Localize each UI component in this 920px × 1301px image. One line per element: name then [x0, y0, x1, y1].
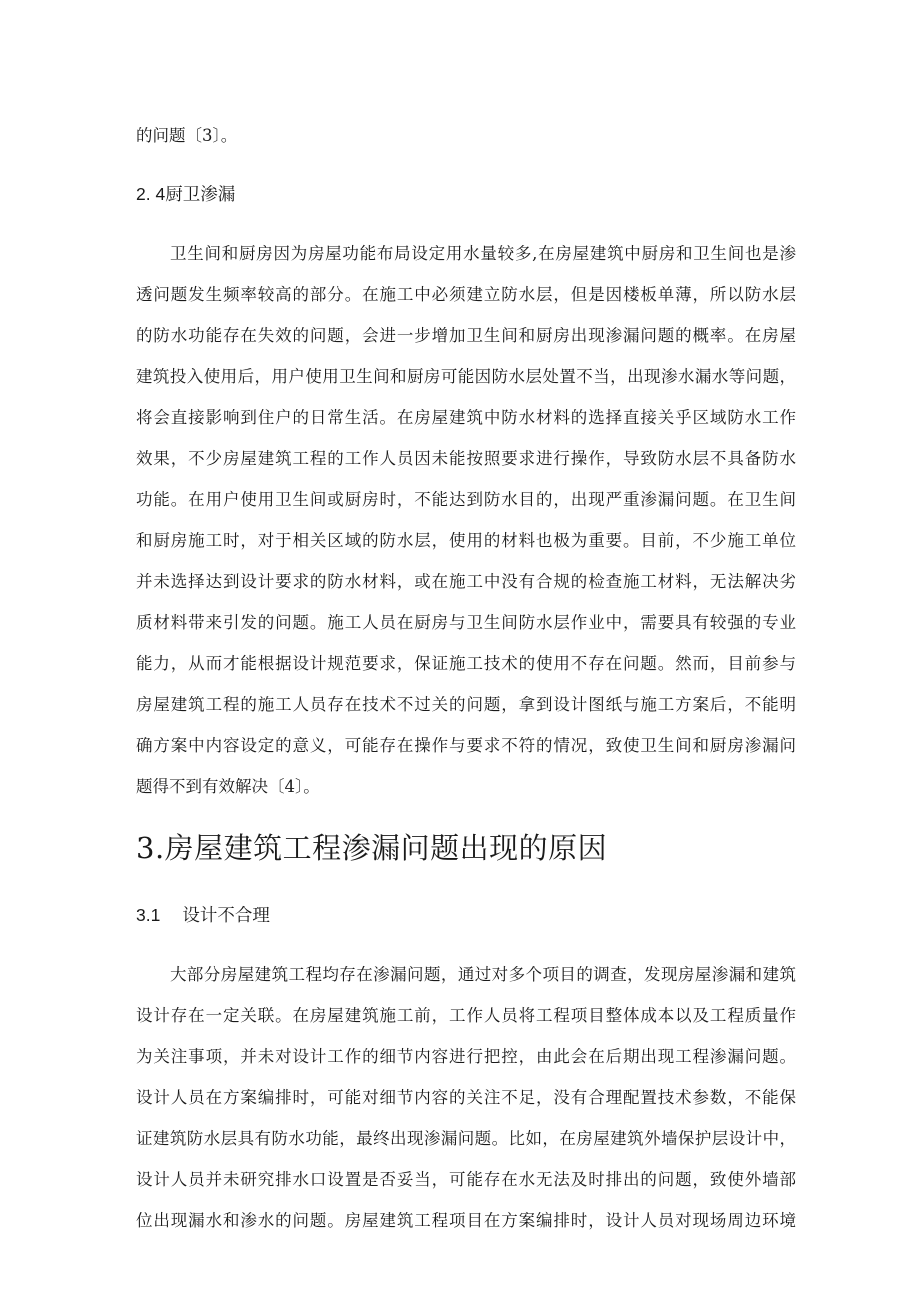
paragraph-line: 功能。在用户使用卫生间或厨房时，不能达到防水目的，出现严重渗漏问题。在卫生间 [136, 490, 796, 509]
paragraph-line: 并未选择达到设计要求的防水材料，或在施工中没有合规的检查施工材料，无法解决劣 [136, 572, 796, 591]
paragraph-line: 房屋建筑工程的施工人员存在技术不过关的问题，拿到设计图纸与施工方案后，不能明 [136, 695, 796, 714]
paragraph-line: 和厨房施工时，对于相关区域的防水层，使用的材料也极为重要。目前，不少施工单位 [136, 531, 796, 550]
section-number: 3.1 [136, 905, 161, 925]
paragraph-line: 证建筑防水层具有防水功能，最终出现渗漏问题。比如，在房屋建筑外墙保护层设计中， [136, 1129, 796, 1148]
paragraph-line: 质材料带来引发的问题。施工人员在厨房与卫生间防水层作业中，需要具有较强的专业 [136, 613, 796, 632]
section-title: 设计不合理 [182, 906, 270, 926]
paragraph-line: 大部分房屋建筑工程均存在渗漏问题，通过对多个项目的调查，发现房屋渗漏和建筑 [170, 965, 796, 984]
section-heading-3-1 [136, 904, 270, 927]
paragraph-line: 效果，不少房屋建筑工程的工作人员因未能按照要求进行操作，导致防水层不具备防水 [136, 449, 796, 468]
paragraph-line: 设计人员在方案编排时，可能对细节内容的关注不足，没有合理配置技术参数，不能保 [136, 1088, 796, 1107]
paragraph-line: 为关注事项，并未对设计工作的细节内容进行把控，由此会在后期出现工程渗漏问题。 [136, 1047, 796, 1066]
section-heading-2-4 [136, 183, 235, 206]
paragraph-line: 题得不到有效解决〔4〕。 [136, 777, 320, 796]
paragraph-line: 透问题发生频率较高的部分。在施工中必须建立防水层，但是因楼板单薄，所以防水层 [136, 285, 796, 304]
paragraph-line: 能力，从而才能根据设计规范要求，保证施工技术的使用不存在问题。然而，目前参与 [136, 654, 796, 673]
paragraph-line: 的防水功能存在失效的问题，会进一步增加卫生间和厨房出现渗漏问题的概率。在房屋 [136, 326, 796, 345]
paragraph-line: 设计存在一定关联。在房屋建筑施工前，工作人员将工程项目整体成本以及工程质量作 [136, 1006, 796, 1025]
chapter-heading-3: 3.房屋建筑工程渗漏问题出现的原因 [136, 831, 608, 865]
paragraph-line: 设计人员并未研究排水口设置是否妥当，可能存在水无法及时排出的问题，致使外墙部 [136, 1170, 796, 1189]
paragraph-line: 确方案中内容设定的意义，可能存在操作与要求不符的情况，致使卫生间和厨房渗漏问 [136, 736, 796, 755]
paragraph-line: 建筑投入使用后，用户使用卫生间和厨房可能因防水层处置不当，出现渗水漏水等问题， [136, 367, 796, 386]
section-number: 2. 4 [136, 184, 166, 204]
paragraph-line: 卫生间和厨房因为房屋功能布局设定用水量较多,在房屋建筑中厨房和卫生间也是渗 [170, 244, 796, 263]
paragraph-line: 的问题〔3〕。 [136, 126, 238, 145]
paragraph-line: 将会直接影响到住户的日常生活。在房屋建筑中防水材料的选择直接关乎区域防水工作 [136, 408, 796, 427]
paragraph-line: 位出现漏水和渗水的问题。房屋建筑工程项目在方案编排时，设计人员对现场周边环境 [136, 1211, 796, 1230]
section-title: 厨卫渗漏 [165, 185, 236, 205]
